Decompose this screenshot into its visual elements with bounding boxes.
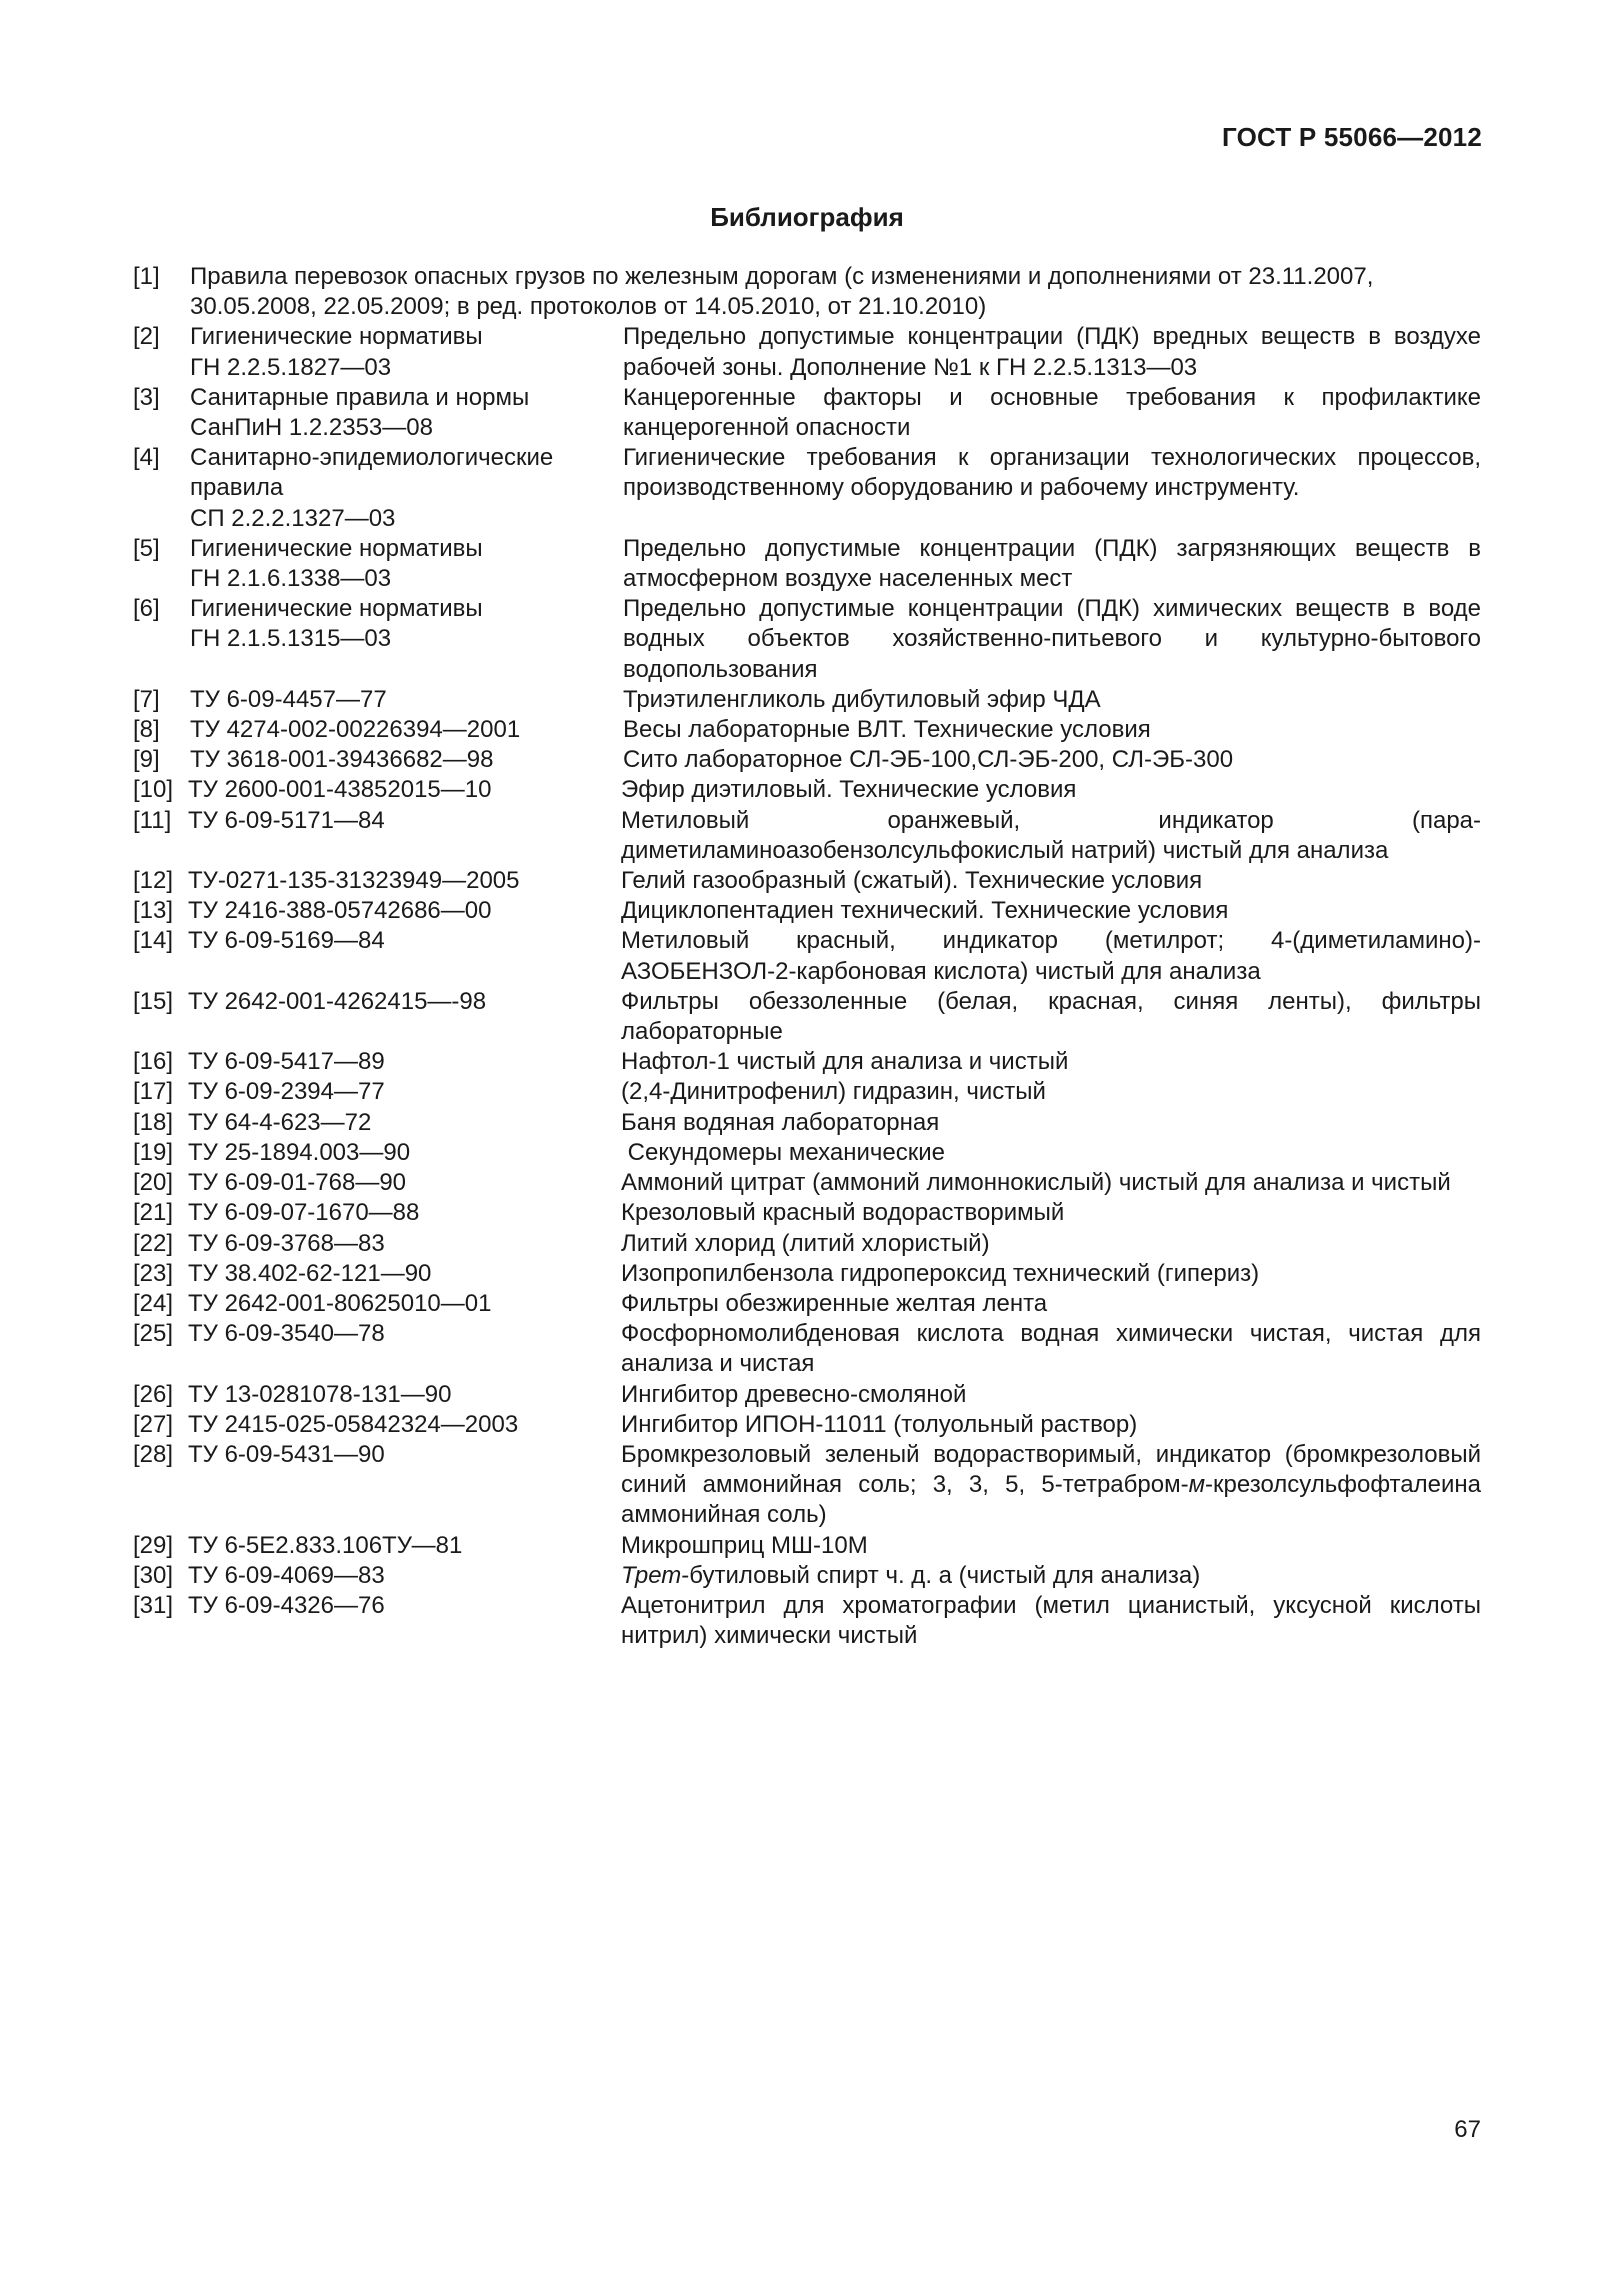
bibliography-entry [133, 1077, 1481, 1107]
entry-number: [3] [133, 383, 160, 411]
page-number: 67 [1454, 2116, 1481, 2143]
bibliography-entry [133, 866, 1481, 896]
bibliography-entry [133, 1108, 1481, 1138]
entry-source: Гигиенические нормативы ГН 2.2.5.1827—03 [190, 323, 483, 381]
bibliography-entry [133, 1591, 1481, 1651]
entry-number: [31] [133, 1591, 174, 1619]
entry-description: Метиловый оранжевый, индикатор (пара-диметиламиноазобензолсульфокислый натрий) чистый для анализа [621, 806, 1481, 864]
entry-description: Триэтиленгликоль дибутиловый эфир ЧДА [623, 685, 1101, 713]
entry-description: Микрошприц МШ-10М [621, 1531, 868, 1559]
entry-number: [19] [133, 1138, 174, 1166]
bibliography-entry [133, 322, 1481, 382]
entry-source: ТУ 6-09-5417—89 [188, 1048, 385, 1076]
entry-number: [20] [133, 1169, 174, 1197]
entry-source: ТУ 6-09-5169—84 [188, 927, 385, 955]
entry-description: Литий хлорид (литий хлористый) [621, 1229, 990, 1257]
entry-number: [4] [133, 444, 160, 472]
bibliography-entry [133, 806, 1481, 866]
entry-number: [24] [133, 1289, 174, 1317]
entry-description: Дициклопентадиен технический. Технические условия [621, 897, 1229, 925]
entry-full-text: Правила перевозок опасных грузов по железным дорогам (с изменениями и дополнениями от 23.11.2007, 30.05.2008, 22.05.2009; в ред. протоколов от 14.05.2010, от 21.10.2010) [190, 263, 1374, 321]
entry-description: Изопропилбензола гидропероксид технический (гипериз) [621, 1259, 1260, 1287]
entry-description: Ацетонитрил для хроматографии (метил цианистый, уксусной кислоты нитрил) химически чистый [621, 1591, 1481, 1650]
entry-source: ТУ 2600-001-43852015—10 [188, 776, 492, 804]
entry-number: [7] [133, 685, 160, 713]
entry-number: [5] [133, 534, 160, 562]
entry-source: Санитарно-эпидемиологические правила СП 2.2.2.1327—03 [190, 444, 554, 532]
bibliography-entry [133, 594, 1481, 685]
entry-source: ТУ 2642-001-4262415—-98 [188, 987, 487, 1015]
bibliography-entry [133, 1198, 1481, 1228]
entry-source: ТУ 6-09-4326—76 [188, 1591, 385, 1619]
entry-description: Нафтол-1 чистый для анализа и чистый [621, 1048, 1069, 1076]
entry-source: ТУ 6-09-5171—84 [188, 806, 385, 834]
entry-source: ТУ-0271-135-31323949—2005 [188, 867, 520, 895]
entry-source: ТУ 4274-002-00226394—2001 [190, 716, 521, 744]
bibliography-entry [133, 745, 1481, 775]
entry-source: ТУ 6-09-07-1670—88 [188, 1199, 420, 1227]
entry-number: [26] [133, 1380, 174, 1408]
entry-number: [10] [133, 776, 174, 804]
entry-source: ТУ 6-5Е2.833.106ТУ—81 [188, 1531, 463, 1559]
entry-number: [18] [133, 1108, 174, 1136]
entry-description: Гигиенические требования к организации технологических процессов, производственному оборудованию и рабочему инструменту. [623, 444, 1481, 502]
entry-description: Трет-бутиловый спирт ч. д. а (чистый для анализа) [621, 1561, 1201, 1589]
bibliography-entry [133, 715, 1481, 745]
entry-description: Ингибитор древесно-смоляной [621, 1380, 967, 1408]
entry-description: Крезоловый красный водорастворимый [621, 1199, 1065, 1227]
entry-number: [22] [133, 1229, 174, 1257]
bibliography-entry [133, 775, 1481, 805]
entry-source: ТУ 3618-001-39436682—98 [190, 746, 494, 774]
bibliography-entry [133, 1259, 1481, 1289]
bibliography-entry [133, 1410, 1481, 1440]
entry-number: [11] [133, 806, 172, 834]
entry-description: Сито лабораторное СЛ-ЭБ-100,СЛ-ЭБ-200, СЛ-ЭБ-300 [623, 746, 1234, 774]
entry-source: Гигиенические нормативы ГН 2.1.6.1338—03 [190, 534, 483, 593]
entry-description: Фильтры обезжиренные желтая лента [621, 1289, 1048, 1317]
entry-number: [13] [133, 897, 174, 925]
entry-description: Фосфорномолибденовая кислота водная химически чистая, чистая для анализа и чистая [621, 1320, 1481, 1378]
bibliography-entry [133, 1561, 1481, 1591]
bibliography-entry [133, 685, 1481, 715]
bibliography-entry [133, 1047, 1481, 1077]
entry-description: Предельно допустимые концентрации (ПДК) химических веществ в воде водных объектов хозяйственно-питьевого и культурно-бытового водопользования [623, 595, 1481, 683]
entry-number: [23] [133, 1259, 174, 1287]
entry-number: [12] [133, 867, 174, 895]
entry-number: [29] [133, 1531, 174, 1559]
bibliography-entry [133, 1319, 1481, 1379]
bibliography-entry [133, 443, 1481, 534]
entry-description: Предельно допустимые концентрации (ПДК) вредных веществ в воздухе рабочей зоны. Дополнение №1 к ГН 2.2.5.1313—03 [623, 323, 1481, 381]
entry-source: ТУ 6-09-4069—83 [188, 1561, 385, 1589]
entry-number: [14] [133, 927, 174, 955]
entry-description: Баня водяная лабораторная [621, 1108, 940, 1136]
entry-number: [2] [133, 323, 160, 351]
entry-source: ТУ 6-09-2394—77 [188, 1078, 385, 1106]
entry-number: [30] [133, 1561, 174, 1589]
entry-number: [9] [133, 746, 160, 774]
entry-source: ТУ 2642-001-80625010—01 [188, 1289, 492, 1317]
entry-source: ТУ 25-1894.003—90 [188, 1138, 411, 1166]
entry-source: Гигиенические нормативы ГН 2.1.5.1315—03 [190, 595, 483, 653]
bibliography-entry [133, 987, 1481, 1047]
entry-number: [6] [133, 595, 160, 623]
entry-number: [17] [133, 1078, 174, 1106]
bibliography-entry [133, 1168, 1481, 1198]
entry-description: Бромкрезоловый зеленый водорастворимый, индикатор (бромкрезоловый синий аммонийная соль; 3, 3, 5, 5-тетрабром-м-крезолсульфофталеина аммонийная соль) [621, 1440, 1481, 1529]
entry-number: [25] [133, 1320, 174, 1348]
entry-number: [28] [133, 1440, 174, 1468]
entry-source: Санитарные правила и нормы СанПиН 1.2.2353—08 [190, 383, 530, 442]
entry-number: [21] [133, 1199, 174, 1227]
entry-source: ТУ 6-09-5431—90 [188, 1440, 385, 1468]
entry-description: (2,4-Динитрофенил) гидразин, чистый [621, 1078, 1046, 1106]
document-code-header: ГОСТ Р 55066—2012 [1222, 122, 1482, 152]
bibliography-entry [133, 1289, 1481, 1319]
entry-number: [16] [133, 1048, 174, 1076]
bibliography-entry [133, 1531, 1481, 1561]
entry-description: Ингибитор ИПОН-11011 (толуольный раствор) [621, 1410, 1138, 1438]
bibliography-entry [133, 383, 1481, 443]
entry-description: Секундомеры механические [621, 1138, 946, 1166]
bibliography-list [133, 262, 1481, 1651]
entry-description: Фильтры обеззоленные (белая, красная, синяя ленты), фильтры лабораторные [621, 987, 1481, 1046]
bibliography-entry [133, 1229, 1481, 1259]
entry-description: Метиловый красный, индикатор (метилрот; 4-(диметиламино)-АЗОБЕНЗОЛ-2-карбоновая кислота) чистый для анализа [621, 927, 1481, 985]
bibliography-entry [133, 1440, 1481, 1531]
entry-number: [15] [133, 987, 174, 1015]
entry-source: ТУ 6-09-3768—83 [188, 1229, 385, 1257]
entry-number: [1] [133, 263, 160, 290]
bibliography-entry [133, 534, 1481, 594]
entry-number: [27] [133, 1410, 174, 1438]
entry-source: ТУ 38.402-62-121—90 [188, 1259, 432, 1287]
entry-description: Аммоний цитрат (аммоний лимоннокислый) чистый для анализа и чистый [621, 1169, 1451, 1197]
bibliography-entry [133, 1138, 1481, 1168]
bibliography-entry [133, 262, 1481, 322]
entry-description: Весы лабораторные ВЛТ. Технические условия [623, 716, 1151, 744]
entry-source: ТУ 6-09-01-768—90 [188, 1169, 407, 1197]
bibliography-entry [133, 926, 1481, 986]
entry-source: ТУ 6-09-3540—78 [188, 1320, 385, 1348]
entry-description: Гелий газообразный (сжатый). Технические условия [621, 867, 1203, 895]
bibliography-title: Библиография [710, 202, 904, 232]
entry-number: [8] [133, 716, 160, 744]
entry-source: ТУ 64-4-623—72 [188, 1108, 372, 1136]
bibliography-entry [133, 1380, 1481, 1410]
entry-source: ТУ 6-09-4457—77 [190, 685, 387, 713]
entry-source: ТУ 13-0281078-131—90 [188, 1380, 452, 1408]
entry-description: Предельно допустимые концентрации (ПДК) загрязняющих веществ в атмосферном воздухе населенных мест [623, 534, 1481, 593]
entry-source: ТУ 2415-025-05842324—2003 [188, 1410, 519, 1438]
entry-description: Канцерогенные факторы и основные требования к профилактике канцерогенной опасности [623, 383, 1481, 442]
entry-description: Эфир диэтиловый. Технические условия [621, 776, 1077, 804]
bibliography-entry [133, 896, 1481, 926]
entry-source: ТУ 2416-388-05742686—00 [188, 897, 492, 925]
